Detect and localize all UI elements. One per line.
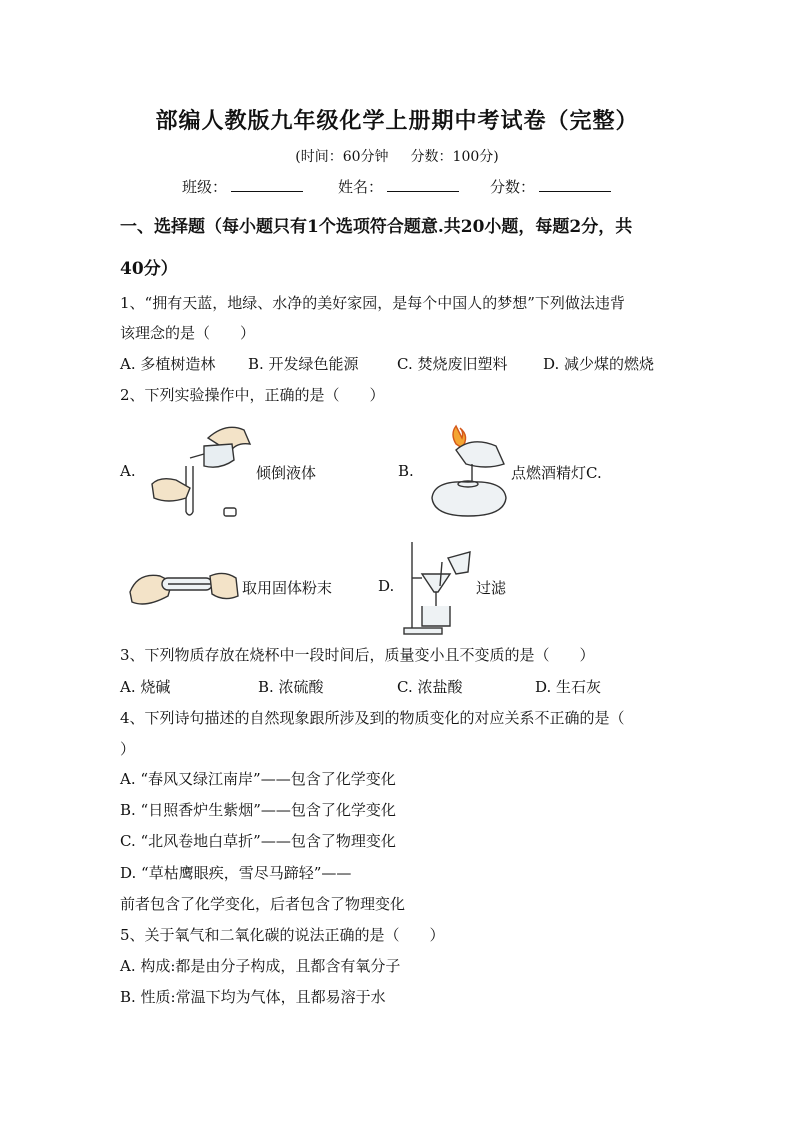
q3-option-c: C. 浓盐酸 [397, 678, 463, 696]
q1-option-a: A. 多植树造林 [120, 355, 216, 373]
q5-option-b: B. 性质:常温下均为气体，且都易溶于水 [120, 988, 386, 1006]
question-5-stem: 5、关于氧气和二氧化碳的说法正确的是（ ） [120, 926, 445, 944]
score-label: 分数： [490, 178, 536, 196]
q4-option-a: A. “春风又绿江南岸”——包含了化学变化 [120, 770, 396, 788]
q2-option-b-letter: B. [398, 462, 414, 480]
q2-option-a-letter: A. [120, 462, 136, 480]
q4-option-d: D. “草枯鹰眼疾，雪尽马蹄轻”—— [120, 864, 352, 882]
q1-option-d: D. 减少煤的燃烧 [543, 355, 655, 373]
q2-option-d-letter: D. [378, 577, 395, 595]
q5-option-a: A. 构成:都是由分子构成，且都含有氧分子 [120, 957, 401, 975]
q1-option-c: C. 焚烧废旧塑料 [397, 355, 508, 373]
question-4-stem-cont: ） [120, 740, 136, 758]
exam-meta [0, 146, 794, 166]
q4-option-c: C. “北风卷地白草折”——包含了物理变化 [120, 832, 396, 850]
q2-option-d-label: 过滤 [476, 579, 507, 597]
question-3-stem: 3、下列物质存放在烧杯中一段时间后，质量变小且不变质的是（ ） [120, 646, 595, 664]
name-blank [387, 177, 459, 192]
q1-option-b: B. 开发绿色能源 [248, 355, 359, 373]
class-blank [231, 177, 303, 192]
question-4-stem: 4、下列诗句描述的自然现象跟所涉及到的物质变化的对应关系不正确的是（ [120, 709, 625, 727]
class-label: 班级： [182, 178, 228, 196]
q2-option-a-label: 倾倒液体 [256, 464, 317, 482]
section-heading: 一、选择题（每小题只有1个选项符合题意.共20小题，每题2分，共 [120, 217, 633, 237]
q3-option-d: D. 生石灰 [535, 678, 602, 696]
exam-total-score: 分数：100分) [410, 149, 499, 165]
section-heading-cont: 40分） [120, 259, 178, 279]
q2-option-b-label: 点燃酒精灯C. [511, 464, 602, 482]
score-blank [539, 177, 611, 192]
exam-time: (时间：60分钟 [295, 149, 389, 165]
q3-option-a: A. 烧碱 [120, 678, 171, 696]
q4-option-b: B. “日照香炉生紫烟”——包含了化学变化 [120, 801, 396, 819]
score-field [490, 176, 611, 197]
name-field [338, 176, 459, 197]
q4-option-d-cont: 前者包含了化学变化，后者包含了物理变化 [120, 895, 406, 913]
class-field [182, 176, 303, 197]
pouring-liquid-figure [146, 418, 254, 526]
filtration-figure [402, 540, 474, 636]
q2-option-c-label: 取用固体粉末 [242, 579, 333, 597]
page-title: 部编人教版九年级化学上册期中考试卷（完整） [155, 108, 639, 134]
q3-option-b: B. 浓硫酸 [258, 678, 324, 696]
name-label: 姓名： [338, 178, 384, 196]
question-1-stem: 1、“拥有天蓝，地绿、水净的美好家园，是每个中国人的梦想”下列做法违背 [120, 294, 625, 312]
alcohol-lamp-figure [426, 424, 510, 518]
powder-sampling-figure [128, 562, 240, 612]
question-1-stem-cont: 该理念的是（ ） [120, 324, 256, 342]
question-2-stem: 2、下列实验操作中，正确的是（ ） [120, 386, 385, 404]
